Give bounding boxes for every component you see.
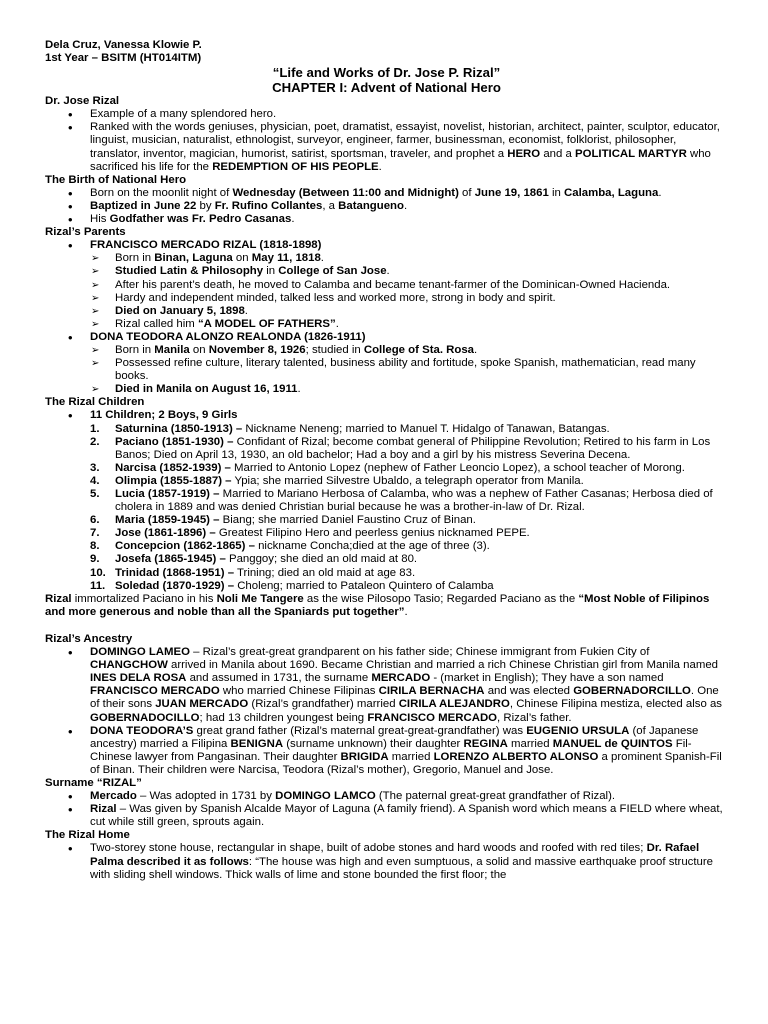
section-heading-ancestry: Rizal’s Ancestry: [45, 632, 133, 645]
list-item: • His Godfather was Fr. Pedro Casanas.: [45, 213, 728, 226]
list-item: • Baptized in June 22 by Fr. Rufino Collantes, a Batangueno.: [45, 200, 728, 213]
author-name: Dela Cruz, Vanessa Klowie P.: [45, 39, 202, 51]
document-title: “Life and Works of Dr. Jose P. Rizal”: [272, 65, 501, 81]
section-heading-parents: Rizal’s Parents: [45, 226, 126, 239]
list-item: ➢ Born in Manila on November 8, 1926; studied in College of Sta. Rosa.: [45, 344, 728, 357]
chapter-title: CHAPTER I: Advent of National Hero: [272, 80, 501, 96]
table-row: 5. Lucia (1857-1919) – Married to Mariano Herbosa of Calamba, who was a nephew of Father Casanas; Herbosa died of cholera in 1889 and was denied Christian burial because he was a brother-in-law of Dr. Rizal.: [90, 488, 713, 514]
list-item: • Two-storey stone house, rectangular in shape, built of adobe stones and hard woods and roofed with red tiles; Dr. Rafael Palma described it as follows: “The house was high and even sumptuous, a solid and massive earthquake proof structure with sliding shell windows. Thick walls of lime and stone bounded the first floor; the: [45, 842, 728, 881]
list-item: • DONA TEODORA’S great grand father (Rizal’s maternal great-great-grandfather) was EUGENIO URSULA (of Japanese ancestry) married a Filipina BENIGNA (surname unknown) their daughter REGINA married MANUEL de QUINTOS Fil-Chinese lawyer from Pangasinan. Their daughter BRIGIDA married LORENZO ALBERTO ALONSO a prominent Spanish-Fil of Binan. Their children were Narcisa, Teodora (Rizal’s mother), Gregorio, Manuel and Jose.: [45, 725, 728, 777]
home-list: [45, 842, 728, 881]
list-item: ➢ Born in Binan, Laguna on May 11, 1818.: [45, 252, 728, 265]
table-row: 6. Maria (1859-1945) – Biang; she married Daniel Faustino Cruz of Binan.: [90, 514, 476, 527]
list-item: • Born on the moonlit night of Wednesday (Between 11:00 and Midnight) of June 19, 1861 in Calamba, Laguna.: [45, 187, 728, 200]
jose-rizal-list: [45, 108, 728, 173]
table-row: 8. Concepcion (1862-1865) – nickname Concha;died at the age of three (3).: [90, 540, 490, 553]
section-heading-home: The Rizal Home: [45, 829, 130, 842]
table-row: 1. Saturnina (1850-1913) – Nickname Neneng; married to Manuel T. Hidalgo of Tanawan, Batangas.: [90, 422, 610, 435]
surname-list: [45, 790, 728, 829]
table-row: 3. Narcisa (1852-1939) – Married to Antonio Lopez (nephew of Father Leoncio Lopez), a school teacher of Morong.: [90, 461, 685, 474]
list-item: ➢ After his parent’s death, he moved to Calamba and became tenant-farmer of the Dominican-Owned Hacienda.: [45, 279, 728, 292]
spacer: [45, 619, 728, 633]
list-item: • DONA TEODORA ALONZO REALONDA (1826-1911): [45, 331, 728, 344]
parents-list: [45, 239, 728, 396]
list-item: ➢ Rizal called him “A MODEL OF FATHERS”.: [45, 318, 728, 331]
table-row: 9. Josefa (1865-1945) – Panggoy; she died an old maid at 80.: [90, 553, 418, 566]
section-heading-jose-rizal: Dr. Jose Rizal: [45, 95, 120, 108]
ancestry-list: [45, 646, 728, 777]
year-course: 1st Year – BSITM (HT014ITM): [45, 52, 202, 65]
list-item: • Rizal – Was given by Spanish Alcalde Mayor of Laguna (A family friend). A Spanish word which means a FIELD where wheat, cut while still green, sprouts again.: [45, 803, 728, 829]
list-item: • FRANCISCO MERCADO RIZAL (1818-1898): [45, 239, 728, 252]
list-item: • Example of a many splendored hero.: [45, 108, 728, 121]
section-heading-birth: The Birth of National Hero: [45, 173, 187, 186]
paciano-paragraph: Rizal immortalized Paciano in his Noli Me Tangere as the wise Pilosopo Tasio; Regarded Paciano as the “Most Noble of Filipinos and more generous and noble than all the Spaniards put together”.: [45, 592, 710, 618]
children-summary-list: [45, 409, 728, 422]
children-list: [45, 423, 728, 593]
list-item: ➢ Died on January 5, 1898.: [45, 305, 728, 318]
list-item: • Ranked with the words geniuses, physician, poet, dramatist, essayist, novelist, historian, architect, painter, sculptor, educator, linguist, musician, naturalist, ethnologist, surveyor, engineer, farmer, businessman, economist, folklorist, philosopher, translator, inventor, magician, humorist, satirist, sportsman, traveler, and prophet a HERO and a POLITICAL MARTYR who sacrificed his life for the REDEMPTION OF HIS PEOPLE.: [45, 121, 728, 173]
table-row: 11. Soledad (1870-1929) – Choleng; married to Pataleon Quintero of Calamba: [90, 579, 494, 592]
list-item: ➢ Hardy and independent minded, talked less and worked more, strong in body and spirit.: [45, 292, 728, 305]
table-row: 10. Trinidad (1868-1951) – Trining; died an old maid at age 83.: [90, 566, 416, 579]
table-row: 7. Jose (1861-1896) – Greatest Filipino Hero and peerless genius nicknamed PEPE.: [90, 527, 530, 540]
list-item: • 11 Children; 2 Boys, 9 Girls: [45, 409, 728, 422]
list-item: • DOMINGO LAMEO – Rizal’s great-great grandparent on his father side; Chinese immigrant from Fukien City of CHANGCHOW arrived in Manila about 1690. Became Christian and married a rich Chinese Christian girl from Manila named INES DELA ROSA and assumed in 1731, the surname MERCADO - (market in English); They have a son named FRANCISCO MERCADO who married Chinese Filipinas CIRILA BERNACHA and was elected GOBERNADORCILLO. One of their sons JUAN MERCADO (Rizal’s grandfather) married CIRILA ALEJANDRO, Chinese Filipina mestiza, elected also as GOBERNADOCILLO; had 13 children youngest being FRANCISCO MERCADO, Rizal’s father.: [45, 646, 728, 725]
section-heading-surname: Surname “RIZAL”: [45, 776, 142, 789]
list-item: ➢ Possessed refine culture, literary talented, business ability and fortitude, spoke Spanish, mathematician, read many books.: [45, 357, 728, 383]
table-row: 2. Paciano (1851-1930) – Confidant of Rizal; become combat general of Philippine Revolution; Retired to his farm in Los Banos; Died on April 13, 1930, an old bachelor; Had a boy and a girl by his mistress Severina Decena.: [90, 435, 711, 461]
birth-list: [45, 187, 728, 226]
section-heading-children: The Rizal Children: [45, 396, 145, 409]
list-item: ➢ Studied Latin & Philosophy in College of San Jose.: [45, 265, 728, 278]
list-item: • Mercado – Was adopted in 1731 by DOMINGO LAMCO (The paternal great-great grandfather of Rizal).: [45, 790, 728, 803]
list-item: ➢ Died in Manila on August 16, 1911.: [45, 383, 728, 396]
table-row: 4. Olimpia (1855-1887) – Ypia; she married Silvestre Ubaldo, a telegraph operator from Manila.: [90, 474, 584, 487]
